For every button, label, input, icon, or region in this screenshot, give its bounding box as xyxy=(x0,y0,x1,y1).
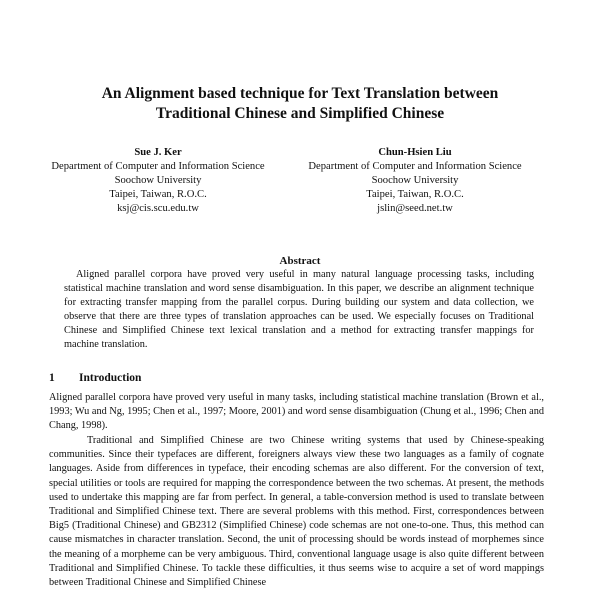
title-line-2: Traditional Chinese and Simplified Chinese xyxy=(155,105,445,122)
intro-paragraph-2: Traditional and Simplified Chinese are two Chinese writing systems that used by Chinese-speaking communities. Since their typefaces are different, foreigners always view these two languages as a family of cognate languages. Aside from differences in typeface, their encoding schemas are also different. For the conversion of text, special utilities or tools are required for mapping the correspondence between the two schemas. At present, the methods used to undertake this mapping are far from perfect. In general, a table-conversion method is used to translate between Traditional and Simplified Chinese text. There are several problems with this method. First, correspondences between Big5 (Traditional Chinese) and GB2312 (Simplified Chinese) code schemas are not one-to-one. Thus, this method can cause mismatches in character translation. Second, the unit of processing should be words instead of morphemes since the meaning of a morpheme can be very ambiguous. Third, conventional language usage is also quite different between Traditional and Simplified Chinese. To tackle these difficulties, it thus seems wise to acquire a set of word mappings between Traditional Chinese and Simplified Chinese xyxy=(49,435,544,589)
abstract-body: Aligned parallel corpora have proved very useful in many natural language processing tasks, including statistical machine translation and word sense disambiguation. In this paper, we describe an alignment technique for extracting transfer mapping from the parallel corpus. During building our system and data collection, we observe that there are three types of translation approaches can be used. We especially focuses on Traditional Chinese and Simplified Chinese text lexical translation and a method for extracting transfer mappings for machine translation. xyxy=(64,269,534,350)
author-university: Soochow University xyxy=(114,175,202,186)
section-number: 1 xyxy=(49,372,55,384)
section-heading xyxy=(49,371,141,385)
paper-title xyxy=(40,84,560,124)
author-block-1 xyxy=(22,146,294,216)
author-affiliation: Department of Computer and Information Science xyxy=(308,161,522,172)
title-line-1: An Alignment based technique for Text Translation between xyxy=(101,85,499,102)
author-university: Soochow University xyxy=(371,175,459,186)
intro-paragraph-1: Aligned parallel corpora have proved very useful in many tasks, including statistical machine translation (Brown et al., 1993; Wu and Ng, 1995; Chen et al., 1997; Moore, 2001) and word sense disambiguation (Chung et al., 1996; Chen and Chang, 1998). xyxy=(49,392,544,432)
author-affiliation: Department of Computer and Information Science xyxy=(51,161,265,172)
section-title: Introduction xyxy=(79,372,142,384)
author-email: ksj@cis.scu.edu.tw xyxy=(117,203,199,214)
author-block-2 xyxy=(290,146,540,216)
author-name: Sue J. Ker xyxy=(134,147,182,158)
author-name: Chun-Hsien Liu xyxy=(378,147,452,158)
author-email: jslin@seed.net.tw xyxy=(377,203,453,214)
author-location: Taipei, Taiwan, R.O.C. xyxy=(109,189,207,200)
abstract-heading: Abstract xyxy=(279,255,321,267)
author-location: Taipei, Taiwan, R.O.C. xyxy=(366,189,464,200)
